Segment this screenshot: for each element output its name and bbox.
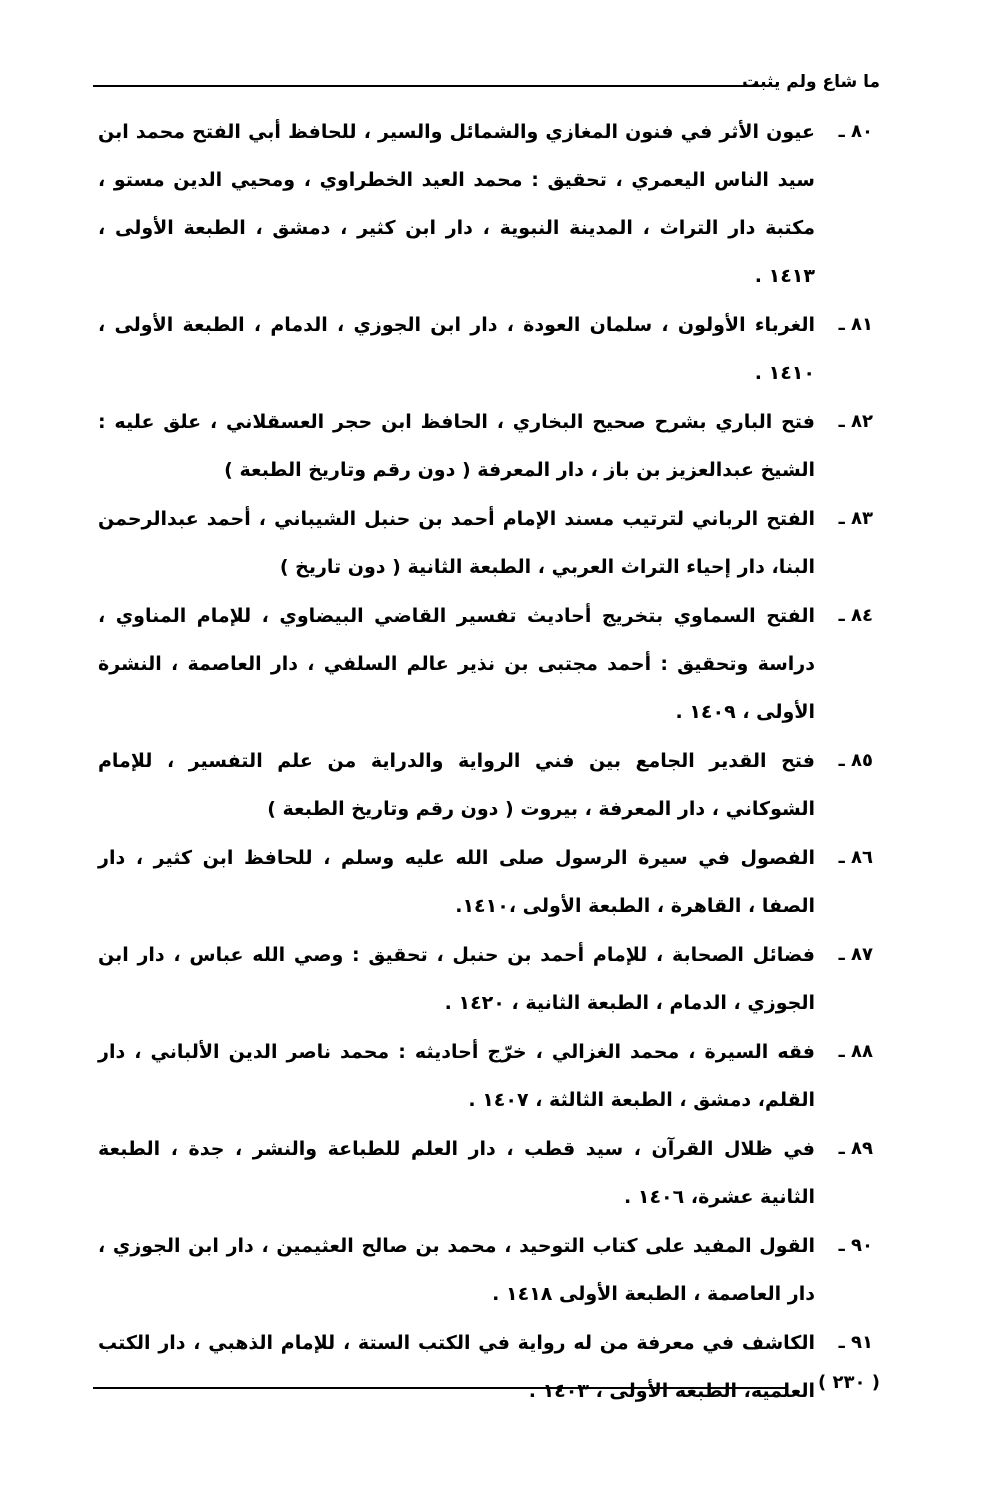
bibliography-entry	[98, 1222, 873, 1318]
entry-text: فقه السيرة ، محمد الغزالي ، خرّج أحاديثه : محمد ناصر الدين الألباني ، دار القلم، دمشق ، الطبعة الثالثة ، ١٤٠٧ .	[98, 1041, 815, 1111]
bibliography-entry	[98, 1028, 873, 1124]
bibliography-entry	[98, 108, 873, 300]
entry-text: الكاشف في معرفة من له رواية في الكتب الستة ، للإمام الذهبي ، دار الكتب العلمية، الطبعة الأولى ، ١٤٠٣ .	[98, 1332, 815, 1402]
entry-number: ٨١ ـ	[838, 314, 873, 335]
entry-text: الفتح الرباني لترتيب مسند الإمام أحمد بن حنبل الشيباني ، أحمد عبدالرحمن البنا، دار إحياء التراث العربي ، الطبعة الثانية ( دون تاريخ )	[98, 508, 815, 578]
entry-number: ٨٤ ـ	[838, 605, 873, 626]
running-title: ما شاع ولم يثبت	[742, 72, 880, 92]
entry-number: ٩٠ ـ	[838, 1235, 873, 1256]
bibliography-entry	[98, 834, 873, 930]
entry-text: الفتح السماوي بتخريج أحاديث تفسير القاضي البيضاوي ، للإمام المناوي ، دراسة وتحقيق : أحمد مجتبى بن نذير عالم السلفي ، دار العاصمة ، النشرة الأولى ، ١٤٠٩ .	[98, 605, 815, 723]
entry-number: ٨٧ ـ	[838, 944, 873, 965]
bibliography-entry	[98, 737, 873, 833]
bibliography-entry	[98, 495, 873, 591]
entry-number: ٨٥ ـ	[838, 750, 873, 771]
bibliography-entry	[98, 1125, 873, 1221]
entry-text: عيون الأثر في فنون المغازي والشمائل والسير ، للحافظ أبي الفتح محمد ابن سيد الناس اليعمري ، تحقيق : محمد العيد الخطراوي ، ومحيي الدين مستو ، مكتبة دار التراث ، المدينة النبوية ، دار ابن كثير ، دمشق ، الطبعة الأولى ، ١٤١٣ .	[98, 121, 815, 287]
entry-text: فتح القدير الجامع بين فني الرواية والدراية من علم التفسير ، للإمام الشوكاني ، دار المعرفة ، بيروت ( دون رقم وتاريخ الطبعة )	[98, 750, 815, 820]
entry-number: ٨٨ ـ	[838, 1041, 873, 1062]
bibliography-entry	[98, 398, 873, 494]
entry-number: ٨٠ ـ	[838, 121, 873, 142]
entry-number: ٨٦ ـ	[838, 847, 873, 868]
bibliography-entry	[98, 931, 873, 1027]
bibliography-entry	[98, 301, 873, 397]
entry-text: فضائل الصحابة ، للإمام أحمد بن حنبل ، تحقيق : وصي الله عباس ، دار ابن الجوزي ، الدمام ، الطبعة الثانية ، ١٤٢٠ .	[98, 944, 815, 1014]
page-footer	[93, 1370, 880, 1404]
entry-number: ٩١ ـ	[838, 1332, 873, 1353]
entry-text: فتح الباري بشرح صحيح البخاري ، الحافظ ابن حجر العسقلاني ، علق عليه : الشيخ عبدالعزيز بن باز ، دار المعرفة ( دون رقم وتاريخ الطبعة )	[98, 411, 815, 481]
entry-text: الفصول في سيرة الرسول صلى الله عليه وسلم ، للحافظ ابن كثير ، دار الصفا ، القاهرة ، الطبعة الأولى ،١٤١٠.	[98, 847, 815, 917]
header-rule	[93, 85, 760, 87]
page-number: ( ٢٣٠ )	[818, 1372, 880, 1393]
bibliography-entry	[98, 592, 873, 736]
entry-text: القول المفيد على كتاب التوحيد ، محمد بن صالح العثيمين ، دار ابن الجوزي ، دار العاصمة ، الطبعة الأولى ١٤١٨ .	[98, 1235, 815, 1305]
entry-number: ٨٣ ـ	[838, 508, 873, 529]
running-header	[93, 66, 880, 100]
entry-number: ٨٢ ـ	[838, 411, 873, 432]
entry-number: ٨٩ ـ	[838, 1138, 873, 1159]
footer-rule	[93, 1387, 788, 1389]
entry-text: في ظلال القرآن ، سيد قطب ، دار العلم للطباعة والنشر ، جدة ، الطبعة الثانية عشرة، ١٤٠٦ .	[98, 1138, 815, 1208]
entry-text: الغرباء الأولون ، سلمان العودة ، دار ابن الجوزي ، الدمام ، الطبعة الأولى ، ١٤١٠ .	[98, 314, 815, 384]
bibliography-list	[98, 108, 873, 1416]
